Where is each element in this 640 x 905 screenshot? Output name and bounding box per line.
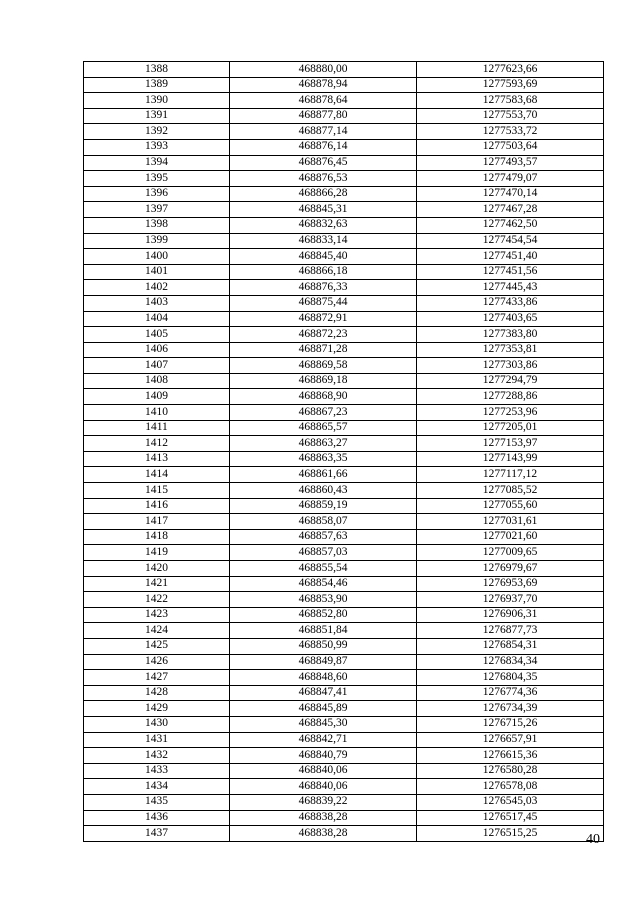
point-number-cell: 1418 (84, 529, 230, 545)
point-number-cell: 1403 (84, 295, 230, 311)
table-row (84, 561, 604, 577)
table-row (84, 748, 604, 764)
table-row (84, 186, 604, 202)
x-coordinate-cell: 468878,64 (230, 93, 417, 109)
y-coordinate-cell: 1276877,73 (417, 623, 604, 639)
x-coordinate-cell: 468872,91 (230, 311, 417, 327)
point-number-cell: 1399 (84, 233, 230, 249)
x-coordinate-cell: 468858,07 (230, 514, 417, 530)
point-number-cell: 1407 (84, 358, 230, 374)
point-number-cell: 1430 (84, 716, 230, 732)
x-coordinate-cell: 468863,27 (230, 436, 417, 452)
y-coordinate-cell: 1277503,64 (417, 139, 604, 155)
y-coordinate-cell: 1276657,91 (417, 732, 604, 748)
y-coordinate-cell: 1276804,35 (417, 670, 604, 686)
point-number-cell: 1391 (84, 108, 230, 124)
table-row (84, 264, 604, 280)
point-number-cell: 1396 (84, 186, 230, 202)
table-row (84, 358, 604, 374)
y-coordinate-cell: 1277553,70 (417, 108, 604, 124)
y-coordinate-cell: 1277303,86 (417, 358, 604, 374)
coordinates-table-body (84, 62, 604, 842)
point-number-cell: 1389 (84, 77, 230, 93)
table-row (84, 171, 604, 187)
table-row (84, 779, 604, 795)
x-coordinate-cell: 468845,89 (230, 701, 417, 717)
point-number-cell: 1431 (84, 732, 230, 748)
point-number-cell: 1409 (84, 389, 230, 405)
point-number-cell: 1400 (84, 249, 230, 265)
point-number-cell: 1422 (84, 592, 230, 608)
x-coordinate-cell: 468876,45 (230, 155, 417, 171)
point-number-cell: 1416 (84, 498, 230, 514)
x-coordinate-cell: 468866,18 (230, 264, 417, 280)
point-number-cell: 1392 (84, 124, 230, 140)
point-number-cell: 1420 (84, 561, 230, 577)
y-coordinate-cell: 1277479,07 (417, 171, 604, 187)
point-number-cell: 1415 (84, 483, 230, 499)
y-coordinate-cell: 1277493,57 (417, 155, 604, 171)
x-coordinate-cell: 468833,14 (230, 233, 417, 249)
y-coordinate-cell: 1277403,65 (417, 311, 604, 327)
point-number-cell: 1412 (84, 436, 230, 452)
y-coordinate-cell: 1276580,28 (417, 763, 604, 779)
x-coordinate-cell: 468880,00 (230, 62, 417, 78)
page-number: 40 (586, 832, 600, 847)
table-row (84, 732, 604, 748)
x-coordinate-cell: 468878,94 (230, 77, 417, 93)
table-row (84, 389, 604, 405)
x-coordinate-cell: 468840,06 (230, 763, 417, 779)
x-coordinate-cell: 468871,28 (230, 342, 417, 358)
table-row (84, 451, 604, 467)
y-coordinate-cell: 1277623,66 (417, 62, 604, 78)
point-number-cell: 1426 (84, 654, 230, 670)
point-number-cell: 1388 (84, 62, 230, 78)
x-coordinate-cell: 468838,28 (230, 810, 417, 826)
table-row (84, 155, 604, 171)
table-row (84, 280, 604, 296)
table-row (84, 124, 604, 140)
table-row (84, 498, 604, 514)
point-number-cell: 1432 (84, 748, 230, 764)
point-number-cell: 1397 (84, 202, 230, 218)
x-coordinate-cell: 468832,63 (230, 217, 417, 233)
table-row (84, 794, 604, 810)
point-number-cell: 1401 (84, 264, 230, 280)
table-row (84, 685, 604, 701)
y-coordinate-cell: 1277205,01 (417, 420, 604, 436)
table-row (84, 576, 604, 592)
point-number-cell: 1393 (84, 139, 230, 155)
point-number-cell: 1424 (84, 623, 230, 639)
y-coordinate-cell: 1277021,60 (417, 529, 604, 545)
x-coordinate-cell: 468855,54 (230, 561, 417, 577)
point-number-cell: 1419 (84, 545, 230, 561)
table-row (84, 670, 604, 686)
x-coordinate-cell: 468863,35 (230, 451, 417, 467)
y-coordinate-cell: 1277085,52 (417, 483, 604, 499)
table-row (84, 342, 604, 358)
y-coordinate-cell: 1277533,72 (417, 124, 604, 140)
x-coordinate-cell: 468876,14 (230, 139, 417, 155)
x-coordinate-cell: 468845,30 (230, 716, 417, 732)
x-coordinate-cell: 468865,57 (230, 420, 417, 436)
y-coordinate-cell: 1277445,43 (417, 280, 604, 296)
y-coordinate-cell: 1277383,80 (417, 327, 604, 343)
point-number-cell: 1421 (84, 576, 230, 592)
y-coordinate-cell: 1276937,70 (417, 592, 604, 608)
table-row (84, 763, 604, 779)
table-row (84, 638, 604, 654)
y-coordinate-cell: 1276578,08 (417, 779, 604, 795)
y-coordinate-cell: 1276734,39 (417, 701, 604, 717)
point-number-cell: 1427 (84, 670, 230, 686)
point-number-cell: 1437 (84, 826, 230, 842)
table-row (84, 623, 604, 639)
point-number-cell: 1413 (84, 451, 230, 467)
x-coordinate-cell: 468872,23 (230, 327, 417, 343)
point-number-cell: 1411 (84, 420, 230, 436)
table-row (84, 233, 604, 249)
x-coordinate-cell: 468850,99 (230, 638, 417, 654)
x-coordinate-cell: 468868,90 (230, 389, 417, 405)
y-coordinate-cell: 1277583,68 (417, 93, 604, 109)
x-coordinate-cell: 468840,06 (230, 779, 417, 795)
coordinates-table (83, 61, 604, 842)
point-number-cell: 1417 (84, 514, 230, 530)
x-coordinate-cell: 468861,66 (230, 467, 417, 483)
table-row (84, 108, 604, 124)
x-coordinate-cell: 468838,28 (230, 826, 417, 842)
point-number-cell: 1405 (84, 327, 230, 343)
y-coordinate-cell: 1276545,03 (417, 794, 604, 810)
y-coordinate-cell: 1276834,34 (417, 654, 604, 670)
table-row (84, 701, 604, 717)
y-coordinate-cell: 1277433,86 (417, 295, 604, 311)
y-coordinate-cell: 1276515,25 (417, 826, 604, 842)
point-number-cell: 1434 (84, 779, 230, 795)
y-coordinate-cell: 1277055,60 (417, 498, 604, 514)
y-coordinate-cell: 1277470,14 (417, 186, 604, 202)
point-number-cell: 1394 (84, 155, 230, 171)
x-coordinate-cell: 468853,90 (230, 592, 417, 608)
y-coordinate-cell: 1276615,36 (417, 748, 604, 764)
y-coordinate-cell: 1277353,81 (417, 342, 604, 358)
table-row (84, 295, 604, 311)
x-coordinate-cell: 468852,80 (230, 607, 417, 623)
y-coordinate-cell: 1277462,50 (417, 217, 604, 233)
y-coordinate-cell: 1277031,61 (417, 514, 604, 530)
point-number-cell: 1414 (84, 467, 230, 483)
x-coordinate-cell: 468869,18 (230, 373, 417, 389)
point-number-cell: 1429 (84, 701, 230, 717)
x-coordinate-cell: 468849,87 (230, 654, 417, 670)
table-row (84, 467, 604, 483)
x-coordinate-cell: 468847,41 (230, 685, 417, 701)
y-coordinate-cell: 1277143,99 (417, 451, 604, 467)
table-row (84, 654, 604, 670)
table-row (84, 592, 604, 608)
x-coordinate-cell: 468867,23 (230, 405, 417, 421)
x-coordinate-cell: 468866,28 (230, 186, 417, 202)
table-row (84, 514, 604, 530)
point-number-cell: 1398 (84, 217, 230, 233)
x-coordinate-cell: 468875,44 (230, 295, 417, 311)
x-coordinate-cell: 468839,22 (230, 794, 417, 810)
table-row (84, 420, 604, 436)
point-number-cell: 1436 (84, 810, 230, 826)
table-row (84, 77, 604, 93)
y-coordinate-cell: 1276774,36 (417, 685, 604, 701)
point-number-cell: 1406 (84, 342, 230, 358)
point-number-cell: 1428 (84, 685, 230, 701)
table-row (84, 217, 604, 233)
y-coordinate-cell: 1276953,69 (417, 576, 604, 592)
x-coordinate-cell: 468840,79 (230, 748, 417, 764)
x-coordinate-cell: 468854,46 (230, 576, 417, 592)
table-row (84, 545, 604, 561)
point-number-cell: 1423 (84, 607, 230, 623)
point-number-cell: 1408 (84, 373, 230, 389)
y-coordinate-cell: 1276906,31 (417, 607, 604, 623)
x-coordinate-cell: 468876,53 (230, 171, 417, 187)
y-coordinate-cell: 1276854,31 (417, 638, 604, 654)
point-number-cell: 1402 (84, 280, 230, 296)
y-coordinate-cell: 1277467,28 (417, 202, 604, 218)
y-coordinate-cell: 1276517,45 (417, 810, 604, 826)
y-coordinate-cell: 1277593,69 (417, 77, 604, 93)
y-coordinate-cell: 1277451,40 (417, 249, 604, 265)
table-row (84, 436, 604, 452)
x-coordinate-cell: 468845,40 (230, 249, 417, 265)
point-number-cell: 1425 (84, 638, 230, 654)
point-number-cell: 1410 (84, 405, 230, 421)
table-row (84, 93, 604, 109)
table-row (84, 139, 604, 155)
x-coordinate-cell: 468869,58 (230, 358, 417, 374)
table-row (84, 311, 604, 327)
x-coordinate-cell: 468857,03 (230, 545, 417, 561)
y-coordinate-cell: 1276979,67 (417, 561, 604, 577)
y-coordinate-cell: 1277253,96 (417, 405, 604, 421)
y-coordinate-cell: 1276715,26 (417, 716, 604, 732)
y-coordinate-cell: 1277294,79 (417, 373, 604, 389)
point-number-cell: 1435 (84, 794, 230, 810)
x-coordinate-cell: 468842,71 (230, 732, 417, 748)
y-coordinate-cell: 1277117,12 (417, 467, 604, 483)
x-coordinate-cell: 468845,31 (230, 202, 417, 218)
x-coordinate-cell: 468848,60 (230, 670, 417, 686)
x-coordinate-cell: 468877,14 (230, 124, 417, 140)
table-row (84, 529, 604, 545)
table-row (84, 483, 604, 499)
y-coordinate-cell: 1277288,86 (417, 389, 604, 405)
table-row (84, 373, 604, 389)
x-coordinate-cell: 468876,33 (230, 280, 417, 296)
y-coordinate-cell: 1277153,97 (417, 436, 604, 452)
point-number-cell: 1395 (84, 171, 230, 187)
table-row (84, 327, 604, 343)
table-row (84, 249, 604, 265)
x-coordinate-cell: 468851,84 (230, 623, 417, 639)
table-row (84, 607, 604, 623)
x-coordinate-cell: 468859,19 (230, 498, 417, 514)
table-row (84, 826, 604, 842)
x-coordinate-cell: 468860,43 (230, 483, 417, 499)
y-coordinate-cell: 1277451,56 (417, 264, 604, 280)
point-number-cell: 1404 (84, 311, 230, 327)
y-coordinate-cell: 1277454,54 (417, 233, 604, 249)
table-row (84, 202, 604, 218)
point-number-cell: 1390 (84, 93, 230, 109)
point-number-cell: 1433 (84, 763, 230, 779)
x-coordinate-cell: 468877,80 (230, 108, 417, 124)
y-coordinate-cell: 1277009,65 (417, 545, 604, 561)
x-coordinate-cell: 468857,63 (230, 529, 417, 545)
table-row (84, 62, 604, 78)
table-row (84, 810, 604, 826)
table-row (84, 405, 604, 421)
table-row (84, 716, 604, 732)
